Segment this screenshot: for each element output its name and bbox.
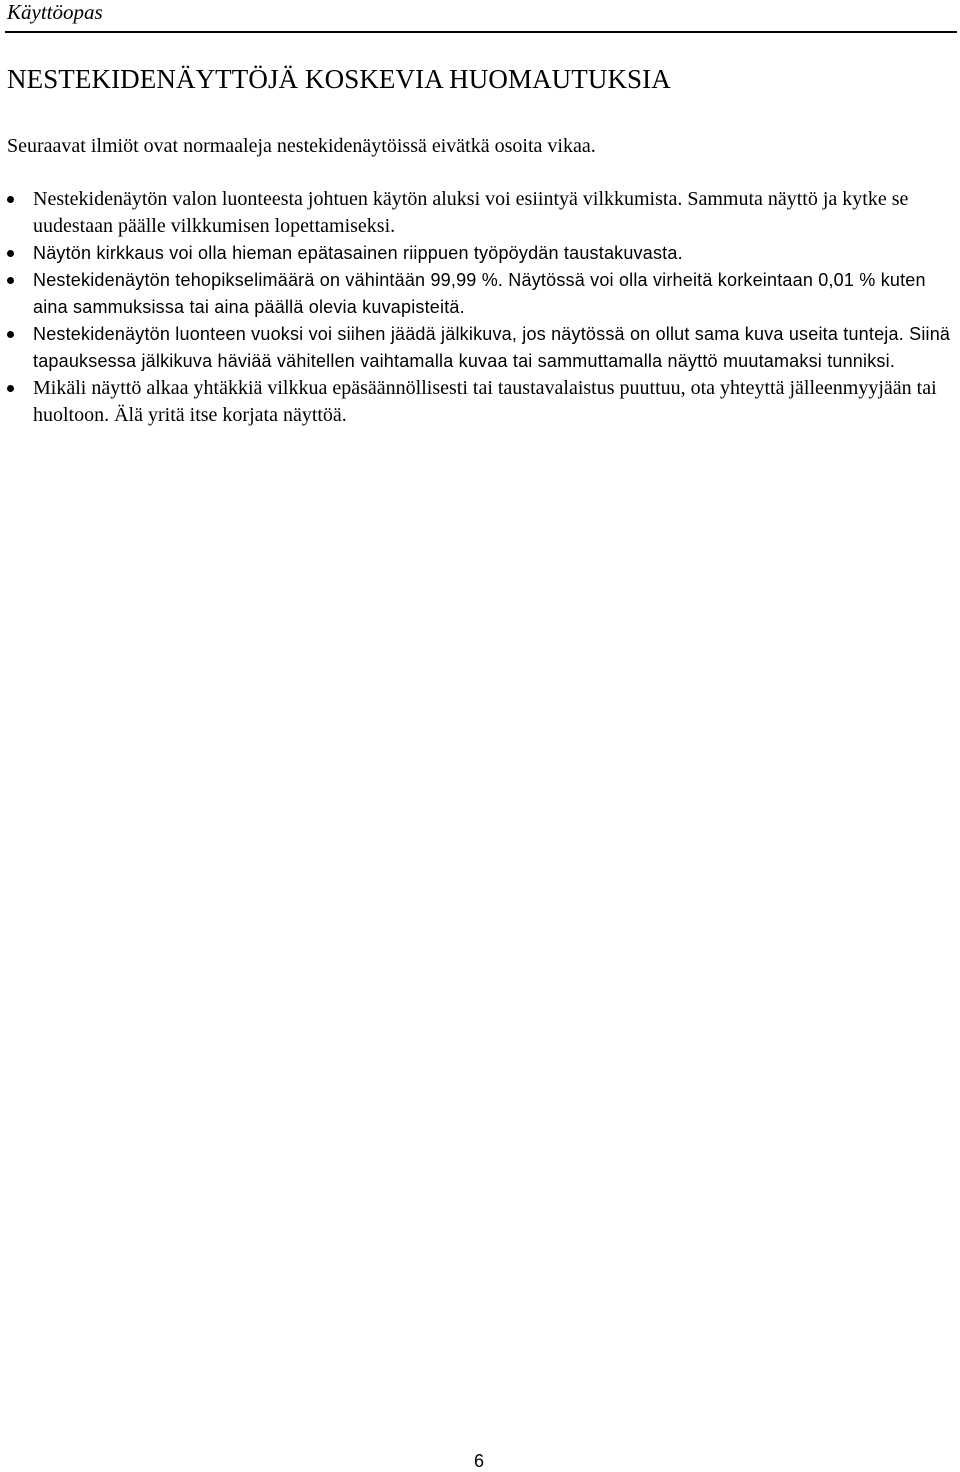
list-item — [0, 267, 960, 321]
running-header: Käyttöopas — [7, 0, 103, 24]
bullet-icon — [7, 196, 14, 203]
bullet-icon — [7, 277, 14, 284]
bullet-icon — [7, 385, 14, 392]
page-title: NESTEKIDENÄYTTÖJÄ KOSKEVIA HUOMAUTUKSIA — [7, 64, 671, 94]
bullet-icon — [7, 250, 14, 257]
notes-list — [0, 186, 960, 429]
page-number: 6 — [474, 1451, 485, 1471]
header-divider — [5, 31, 957, 33]
list-item — [0, 240, 960, 267]
list-item — [0, 186, 960, 240]
list-item-text: Nestekidenäytön tehopikselimäärä on vähintään 99,99 %. Näytössä voi olla virheitä korkeintaan 0,01 % kuten aina sammuksissa tai aina päällä olevia kuvapisteitä. — [33, 270, 926, 317]
list-item-text: Mikäli näyttö alkaa yhtäkkiä vilkkua epäsäännöllisesti tai taustavalaistus puuttuu, ota yhteyttä jälleenmyyjään tai huoltoon. Älä yritä itse korjata näyttöä. — [33, 377, 937, 426]
list-item-text: Nestekidenäytön valon luonteesta johtuen käytön aluksi voi esiintyä vilkkumista. Sammuta näyttö ja kytke se uudestaan päälle vilkkumisen lopettamiseksi. — [33, 188, 909, 237]
intro-paragraph: Seuraavat ilmiöt ovat normaaleja nestekidenäytöissä eivätkä osoita vikaa. — [7, 135, 596, 157]
bullet-icon — [7, 331, 14, 338]
list-item — [0, 375, 960, 429]
list-item-text: Näytön kirkkaus voi olla hieman epätasainen riippuen työpöydän taustakuvasta. — [33, 243, 683, 263]
list-item-text: Nestekidenäytön luonteen vuoksi voi siihen jäädä jälkikuva, jos näytössä on ollut sama kuva useita tunteja. Siinä tapauksessa jälkikuva häviää vähitellen vaihtamalla kuvaa tai sammuttamalla näyttö muutamaksi tunniksi. — [33, 324, 951, 371]
list-item — [0, 321, 960, 375]
